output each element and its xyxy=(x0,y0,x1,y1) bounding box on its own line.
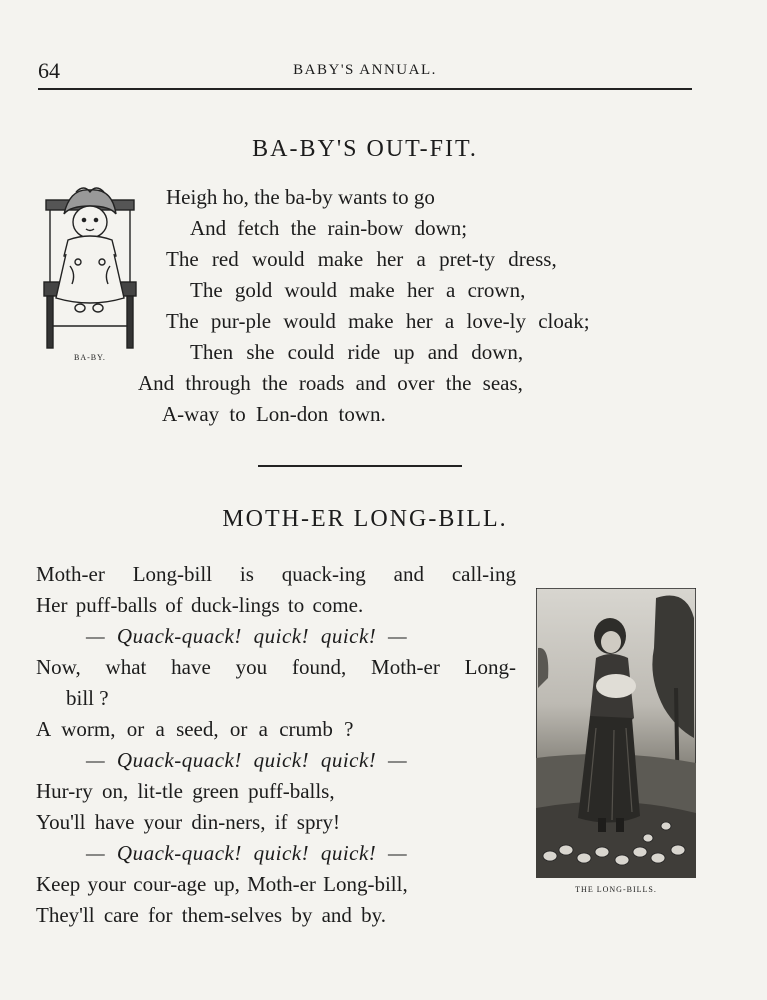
poem-refrain-line: — Quack-quack! quick! quick! — xyxy=(86,624,408,648)
page-header xyxy=(38,58,692,86)
poem-line: They'll care for them-selves by and by. xyxy=(36,903,387,927)
baby-figure-caption: BA-BY. xyxy=(74,353,106,362)
section-divider xyxy=(258,465,462,467)
page-number: 64 xyxy=(38,58,60,83)
header-rule xyxy=(38,88,692,90)
girl-with-ducklings-illustration xyxy=(536,588,696,878)
poem-line: And through the roads and over the seas, xyxy=(138,371,523,395)
poem-line: bill ? xyxy=(66,686,109,710)
poem-line: Keep your cour-age up, Moth-er Long-bill, xyxy=(36,872,408,896)
poem-mother-long-bill xyxy=(36,559,516,931)
poem-title-mother-long-bill: MOTH-ER LONG-BILL. xyxy=(222,506,508,532)
poem-line: Moth-er Long-bill is quack-ing and call-ing xyxy=(36,562,516,586)
running-title: BABY'S ANNUAL. xyxy=(293,62,437,78)
poem-line: The gold would make her a crown, xyxy=(190,278,526,302)
poem-line: Her puff-balls of duck-lings to come. xyxy=(36,593,364,617)
poem-line: Now, what have you found, Moth-er Long- xyxy=(36,655,516,679)
poem-line: The pur-ple would make her a love-ly cloak; xyxy=(166,309,590,333)
poem-line: You'll have your din-ners, if spry! xyxy=(36,810,340,834)
poem-refrain-line: — Quack-quack! quick! quick! — xyxy=(86,841,408,865)
long-bills-figure-caption: THE LONG-BILLS. xyxy=(575,885,657,894)
poem-line: Then she could ride up and down, xyxy=(190,340,524,364)
poem-line: A-way to Lon-don town. xyxy=(162,402,386,426)
poem-title-babys-outfit: BA-BY'S OUT-FIT. xyxy=(252,136,478,162)
poem-line: And fetch the rain-bow down; xyxy=(190,216,468,240)
poem-line: Hur-ry on, lit-tle green puff-balls, xyxy=(36,779,335,803)
poem-line: The red would make her a pret-ty dress, xyxy=(166,247,557,271)
poem-refrain-line: — Quack-quack! quick! quick! — xyxy=(86,748,408,772)
poem-babys-outfit xyxy=(0,182,590,430)
poem-line: Heigh ho, the ba-by wants to go xyxy=(166,185,435,209)
poem-line: A worm, or a seed, or a crumb ? xyxy=(36,717,354,741)
